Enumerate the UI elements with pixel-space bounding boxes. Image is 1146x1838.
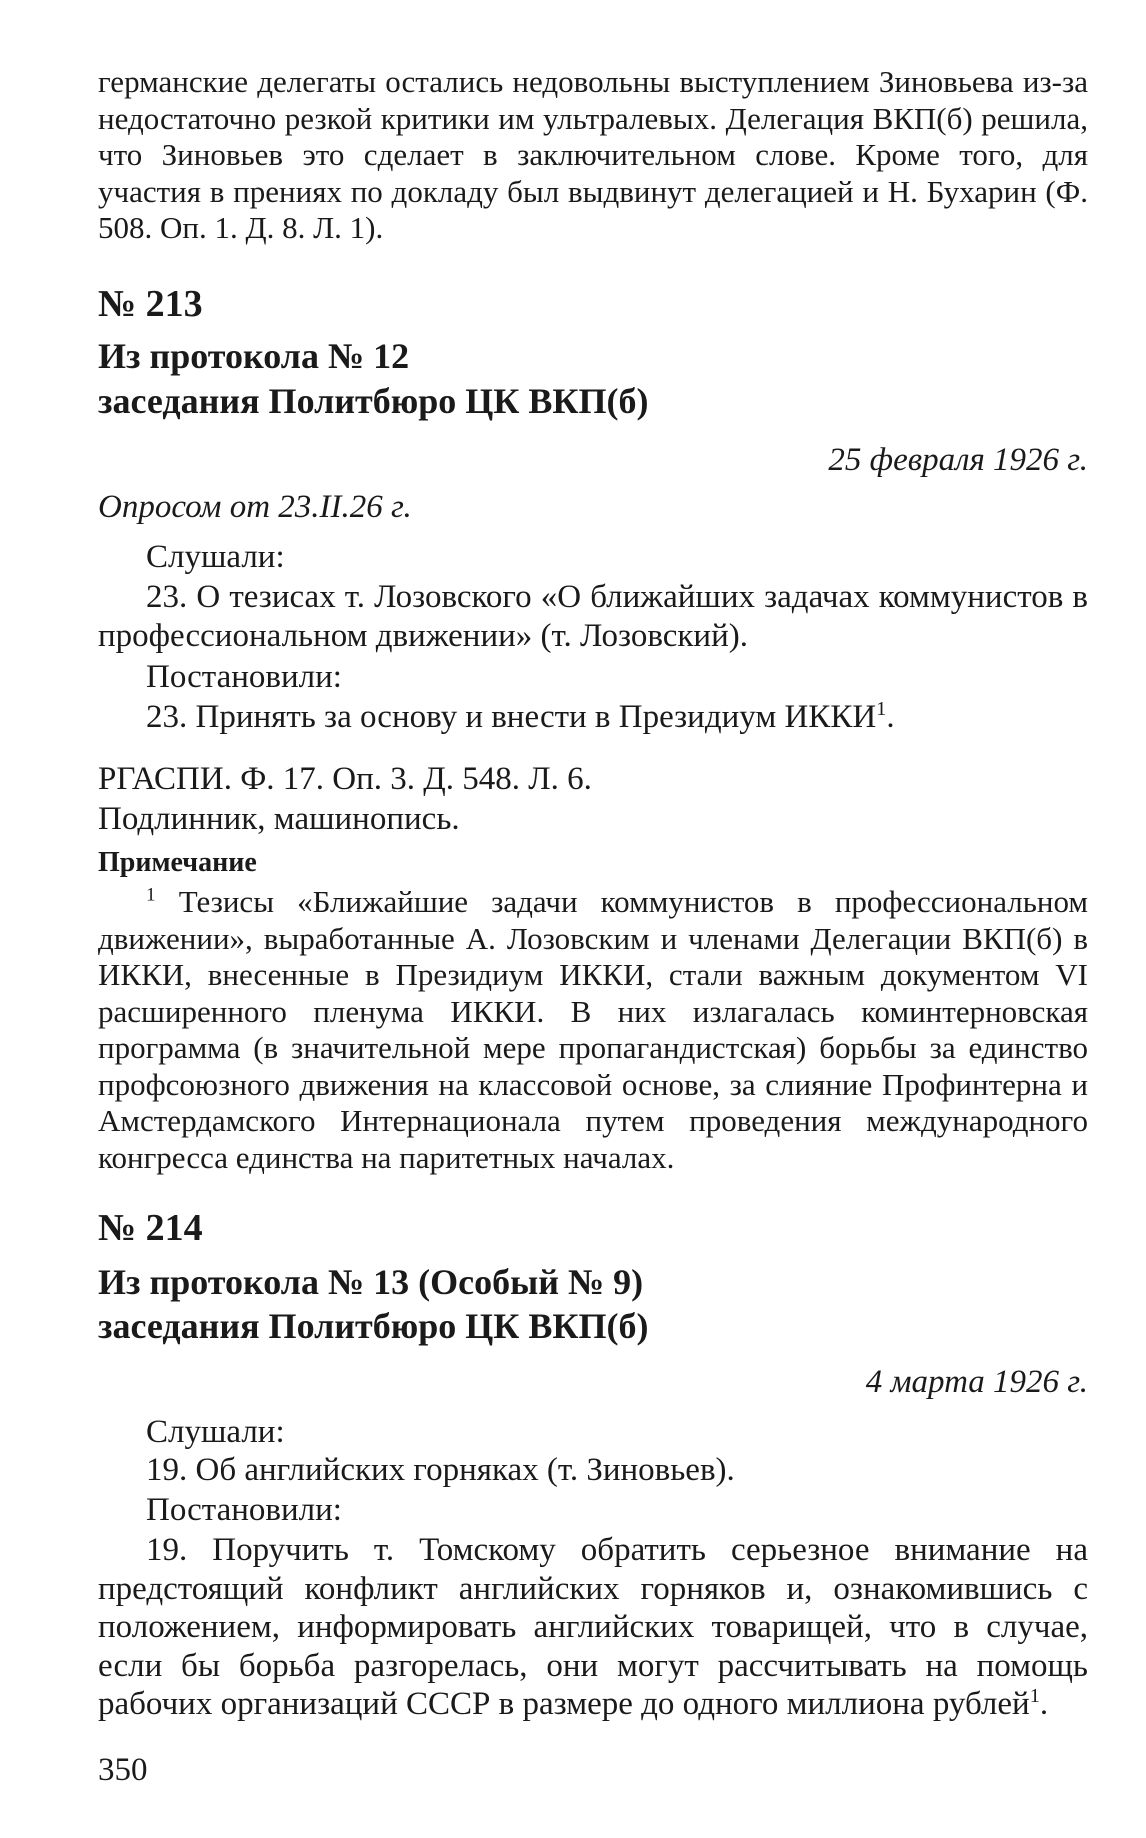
doc-214-title-line1: Из протокола № 13 (Особый № 9) xyxy=(98,1262,644,1302)
doc-213-archive: РГАСПИ. Ф. 17. Оп. 3. Д. 548. Л. 6. xyxy=(98,761,592,797)
doc-214-heard-item: 19. Об английских горняках (т. Зиновьев). xyxy=(146,1452,735,1488)
doc-213-heard-label: Слушали: xyxy=(146,539,285,575)
doc-214-number: № 214 xyxy=(98,1207,203,1249)
doc-213-decided-item: 23. Принять за основу и внести в Президиум ИККИ$^1$. xyxy=(146,698,895,735)
doc-213-note-label: Примечание xyxy=(98,847,257,878)
doc-213-date: 25 февраля 1926 г. xyxy=(828,442,1088,478)
doc-214-date: 4 марта 1926 г. xyxy=(865,1364,1088,1400)
doc-213-poll: Опросом от 23.II.26 г. xyxy=(98,489,412,525)
doc-213-heard-item: 23. О тезисах т. Лозовского «О ближайших задачах коммунистов в профессиональном движении» (т. Лозовский). xyxy=(98,579,1088,654)
doc-213-note: $^1$ Тезисы «Ближайшие задачи коммунистов в профессиональном движении», выработанные А. Лозовским и членами Делегации ВКП(б) в ИККИ, внесенные в Президиум ИККИ, стали важным документом VI расширенного пленума ИККИ. В них излагалась коминтерновская программа (в значительной мере пропагандистская) борьбы за единство профсоюзного движения на классовой основе, за слияние Профинтерна и Амстердамского Интернационала путем проведения международного конгресса единства на паритетных началах. xyxy=(98,884,1088,1175)
doc-213-decided-label: Постановили: xyxy=(146,659,342,695)
footnote-ref: 1 xyxy=(876,698,887,720)
doc-214-decided-label: Постановили: xyxy=(146,1492,342,1528)
doc-214-title-line2: заседания Политбюро ЦК ВКП(б) xyxy=(98,1306,649,1346)
doc-214-decided-item: 19. Поручить т. Томскому обратить серьезное внимание на предстоящий конфликт английских горняков и, ознакомившись с положением, информировать английских товарищей, что в случае, если бы борьба разгорелась, они могут рассчитывать на помощь рабочих организаций СССР в размере до одного миллиона рублей$^1$. xyxy=(98,1532,1088,1722)
doc-213-title-line2: заседания Политбюро ЦК ВКП(б) xyxy=(98,381,649,421)
doc-213-title-line1: Из протокола № 12 xyxy=(98,336,410,376)
footnote-ref: 1 xyxy=(1029,1685,1040,1707)
page-number: 350 xyxy=(98,1752,148,1788)
doc-213-number: № 213 xyxy=(98,283,203,325)
intro-paragraph: германские делегаты остались недовольны выступлением Зиновьева из-за недостаточно резкой критики им ультралевых. Делегация ВКП(б) решила, что Зиновьев это сделает в заключительном слове. Кроме того, для участия в прениях по докладу был выдвинут делегацией и Н. Бухарин (Ф. 508. Оп. 1. Д. 8. Л. 1). xyxy=(98,64,1088,245)
doc-213-original: Подлинник, машинопись. xyxy=(98,801,460,837)
doc-214-heard-label: Слушали: xyxy=(146,1414,285,1450)
